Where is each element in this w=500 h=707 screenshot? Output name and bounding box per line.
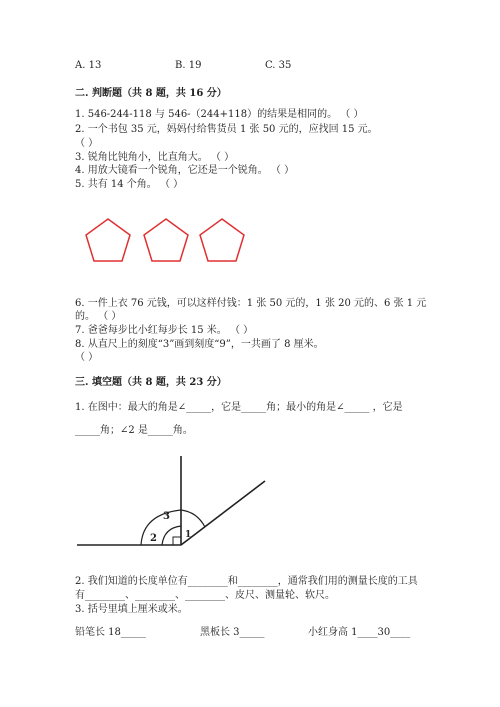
- pentagon-2: [144, 219, 188, 261]
- choice-a: A. 13: [75, 60, 102, 71]
- judge-item-6-cont: 的。 （ ）: [75, 311, 122, 322]
- judge-item-1: 1. 546-244-118 与 546-（244+118）的结果是相同的。 （ ）: [75, 109, 364, 120]
- blank-pencil: 铅笔长 18_____: [75, 627, 146, 638]
- fill-q1-line1: 1. 在图中：最大的角是∠_____，它是_____角；最小的角是∠_____ ，它是: [75, 402, 403, 413]
- slanted-ray: [181, 481, 265, 545]
- blank-blackboard: 黑板长 3_____: [200, 627, 265, 638]
- fill-q3: 3. 括号里填上厘米或米。: [75, 604, 188, 615]
- section2-title: 二. 判断题（共 8 题，共 16 分）: [75, 88, 227, 99]
- choice-c: C. 35: [265, 60, 292, 71]
- angle-figure: [75, 452, 275, 550]
- angle-arc-2: [162, 526, 181, 545]
- judge-item-8: 8. 从直尺上的刻度“3”画到刻度“9”，一共画了 8 厘米。: [75, 339, 324, 350]
- judge-item-5: 5. 共有 14 个角。 （ ）: [75, 179, 184, 190]
- blank-height: 小红身高 1____30____: [308, 627, 411, 638]
- fill-q2-line1: 2. 我们知道的长度单位有________和________，通常我们用的测量长度的工具: [75, 576, 418, 587]
- judge-item-3: 3. 锐角比钝角小，比直角大。 （ ）: [75, 152, 235, 163]
- angle-label-3: 3: [163, 511, 170, 522]
- angle-label-1: 1: [185, 530, 192, 540]
- section3-title: 三. 填空题（共 8 题，共 23 分）: [75, 377, 227, 388]
- judge-item-8-bracket: （ ）: [75, 352, 99, 363]
- choice-b: B. 19: [175, 60, 202, 71]
- judge-item-2-bracket: （ ）: [75, 138, 99, 149]
- pentagon-1: [86, 219, 130, 261]
- pentagons-figure: [80, 213, 250, 265]
- right-angle-mark: [173, 537, 181, 545]
- pentagon-3: [200, 219, 244, 261]
- fill-q1-line2: _____角；∠2 是_____角。: [75, 425, 193, 436]
- judge-item-6: 6. 一件上衣 76 元钱，可以这样付钱：1 张 50 元的，1 张 20 元的、6 张 1 元: [75, 298, 427, 309]
- judge-item-2: 2. 一个书包 35 元，妈妈付给售货员 1 张 50 元的，应找回 15 元。: [75, 124, 378, 135]
- angle-arc-1: [181, 510, 205, 527]
- judge-item-4: 4. 用放大镜看一个锐角，它还是一个锐角。 （ ）: [75, 165, 295, 176]
- angle-label-2: 2: [150, 533, 157, 544]
- fill-q2-line2: 有________、________、________、皮尺、测量轮、软尺。: [75, 590, 335, 601]
- judge-item-7: 7. 爸爸每步比小红每步长 15 米。 （ ）: [75, 325, 254, 336]
